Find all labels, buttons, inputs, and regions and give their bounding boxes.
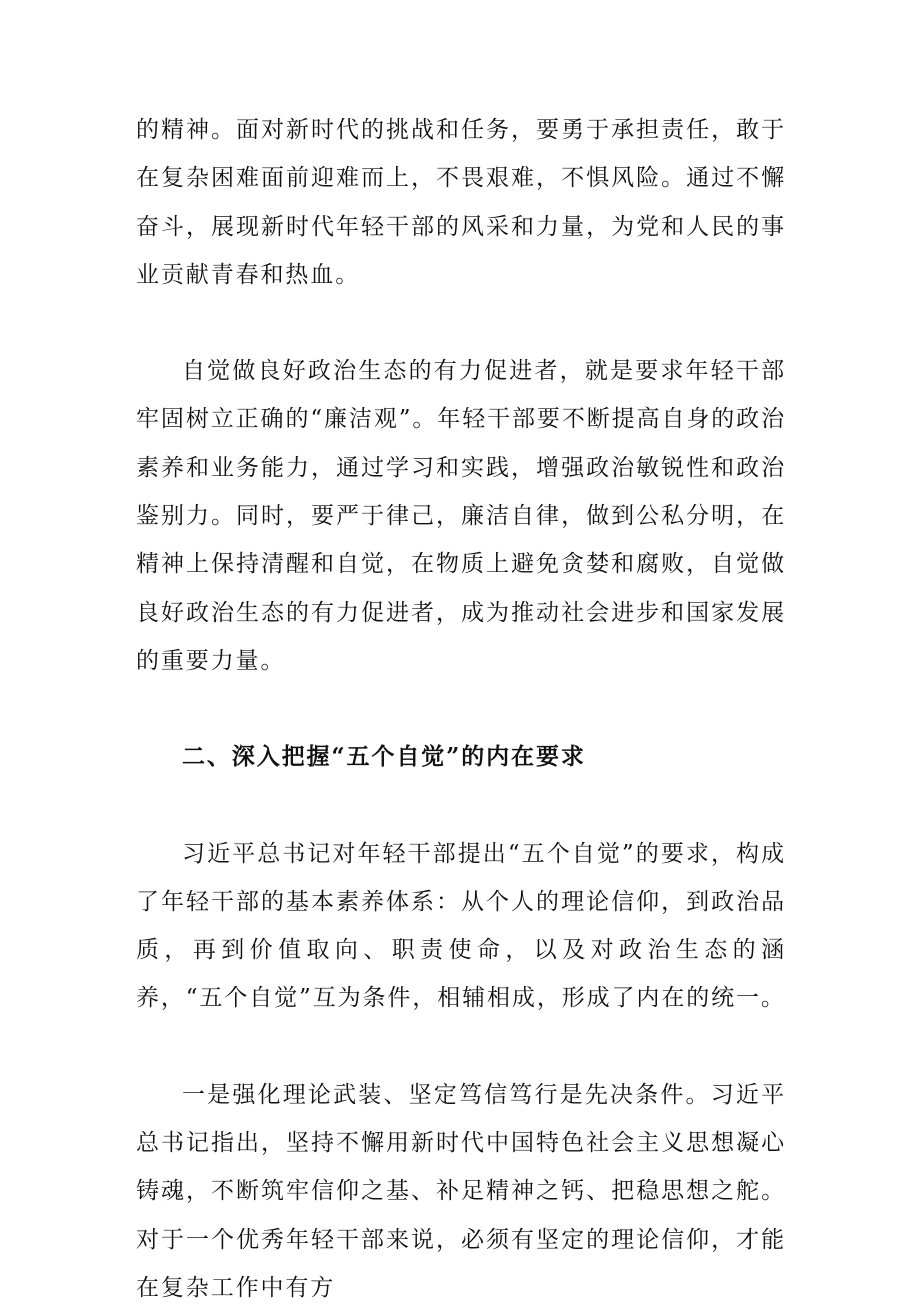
document-body <box>136 106 786 1312</box>
paragraph-clean-politics: 自觉做良好政治生态的有力促进者，就是要求年轻干部牢固树立正确的“廉洁观”。年轻干部要不断提高自身的政治素养和业务能力，通过学习和实践，增强政治敏锐性和政治鉴别力。同时，要严于律己，廉洁自律，做到公私分明，在精神上保持清醒和自觉，在物质上避免贪婪和腐败，自觉做良好政治生态的有力促进者，成为推动社会进步和国家发展的重要力量。 <box>136 358 786 674</box>
paragraph-continued: 的精神。面对新时代的挑战和任务，要勇于承担责任，敢于在复杂困难面前迎难而上，不畏艰难，不惧风险。通过不懈奋斗，展现新时代年轻干部的风采和力量，为党和人民的事业贡献青春和热血。 <box>136 117 786 288</box>
paragraph-five-consciousness: 习近平总书记对年轻干部提出“五个自觉”的要求，构成了年轻干部的基本素养体系：从个人的理论信仰，到政治品质，再到价值取向、职责使命，以及对政治生态的涵养，“五个自觉”互为条件，相辅相成，形成了内在的统一。 <box>136 840 786 1012</box>
section-heading: 二、深入把握“五个自觉”的内在要求 <box>182 743 586 771</box>
paragraph-theory: 一是强化理论武装、坚定笃信笃行是先决条件。习近平总书记指出，坚持不懈用新时代中国特色社会主义思想凝心铸魂，不断筑牢信仰之基、补足精神之钙、把稳思想之舵。对于一个优秀年轻干部来说，必须有坚定的理论信仰，才能在复杂工作中有方 <box>136 1081 786 1301</box>
